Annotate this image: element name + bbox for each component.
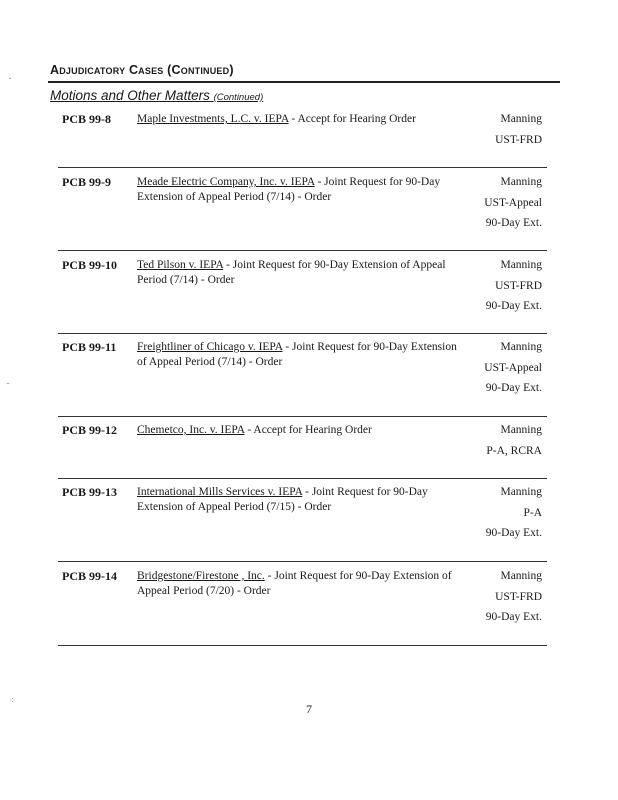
row-divider <box>58 416 547 417</box>
case-number: PCB 99-8 <box>62 112 111 126</box>
section-heading: Adjudicatory Cases (Continued) <box>50 63 234 77</box>
sub-heading-title: Motions and Other Matters <box>50 88 210 103</box>
case-extension: 90-Day Ext. <box>485 611 542 623</box>
case-description <box>137 485 467 515</box>
case-extension: 90-Day Ext. <box>485 527 542 539</box>
case-party: Maple Investments, L.C. v. IEPA <box>137 113 289 125</box>
case-description <box>137 423 467 438</box>
case-action: - Accept for Hearing Order <box>288 113 416 125</box>
row-divider <box>58 333 547 334</box>
row-divider <box>58 645 547 646</box>
case-number: PCB 99-11 <box>62 340 117 354</box>
case-number: PCB 99-14 <box>62 569 117 583</box>
case-type: UST-Appeal <box>484 361 542 374</box>
scan-speck: ˘ <box>8 77 12 86</box>
case-board-member: Manning <box>500 570 542 582</box>
case-party: Bridgestone/Firestone , Inc. <box>137 570 265 582</box>
case-party: Ted Pilson v. IEPA <box>137 259 224 271</box>
case-meta <box>452 420 542 461</box>
case-type: UST-FRD <box>495 279 542 292</box>
case-extension: 90-Day Ext. <box>485 382 542 394</box>
case-extension: 90-Day Ext. <box>485 300 542 312</box>
row-divider <box>58 167 547 168</box>
case-action: - Joint Request for 90-Day Extension of Appeal Period (7/15) - Order <box>137 486 428 513</box>
case-board-member: Manning <box>500 176 542 188</box>
case-meta <box>452 337 542 399</box>
case-type: P-A <box>523 506 542 519</box>
case-action: - Joint Request for 90-Day Extension of Appeal Period (7/14) - Order <box>137 259 446 286</box>
case-action: - Accept for Hearing Order <box>244 424 372 436</box>
case-extension: 90-Day Ext. <box>485 217 542 229</box>
case-description <box>137 340 467 370</box>
sub-heading <box>50 88 263 103</box>
case-type: UST-Appeal <box>484 196 542 209</box>
case-number: PCB 99-12 <box>62 423 117 437</box>
case-meta <box>452 255 542 317</box>
case-meta <box>452 109 542 150</box>
row-divider <box>58 478 547 479</box>
case-number: PCB 99-13 <box>62 485 117 499</box>
page-number: 7 <box>306 702 312 716</box>
case-board-member: Manning <box>500 259 542 271</box>
case-meta <box>452 172 542 234</box>
case-action: - Joint Request for 90-Day Extension of Appeal Period (7/20) - Order <box>137 570 452 597</box>
case-board-member: Manning <box>500 113 542 125</box>
case-type: UST-FRD <box>495 590 542 603</box>
case-number: PCB 99-10 <box>62 258 117 272</box>
case-description <box>137 569 467 599</box>
case-action: - Joint Request for 90-Day Extension of Appeal Period (7/14) - Order <box>137 341 457 368</box>
case-party: International Mills Services v. IEPA <box>137 486 303 498</box>
sub-heading-continued: (Continued) <box>213 92 264 103</box>
case-board-member: Manning <box>500 424 542 436</box>
case-meta <box>452 566 542 628</box>
case-party: Chemetco, Inc. v. IEPA <box>137 424 245 436</box>
row-divider <box>58 561 547 562</box>
case-description <box>137 258 467 288</box>
case-type: P-A, RCRA <box>486 444 542 457</box>
case-party: Meade Electric Company, Inc. v. IEPA <box>137 176 315 188</box>
case-meta <box>452 482 542 544</box>
case-party: Freightliner of Chicago v. IEPA <box>137 341 283 353</box>
section-rule <box>48 81 560 83</box>
case-description <box>137 112 467 127</box>
case-board-member: Manning <box>500 486 542 498</box>
row-divider <box>58 250 547 251</box>
case-action: - Joint Request for 90-Day Extension of Appeal Period (7/14) - Order <box>137 176 441 203</box>
case-board-member: Manning <box>500 341 542 353</box>
scan-speck: ˘ <box>6 382 10 391</box>
case-type: UST-FRD <box>495 133 542 146</box>
case-number: PCB 99-9 <box>62 175 111 189</box>
case-description <box>137 175 467 205</box>
scan-speck: ⁘ <box>9 696 16 705</box>
